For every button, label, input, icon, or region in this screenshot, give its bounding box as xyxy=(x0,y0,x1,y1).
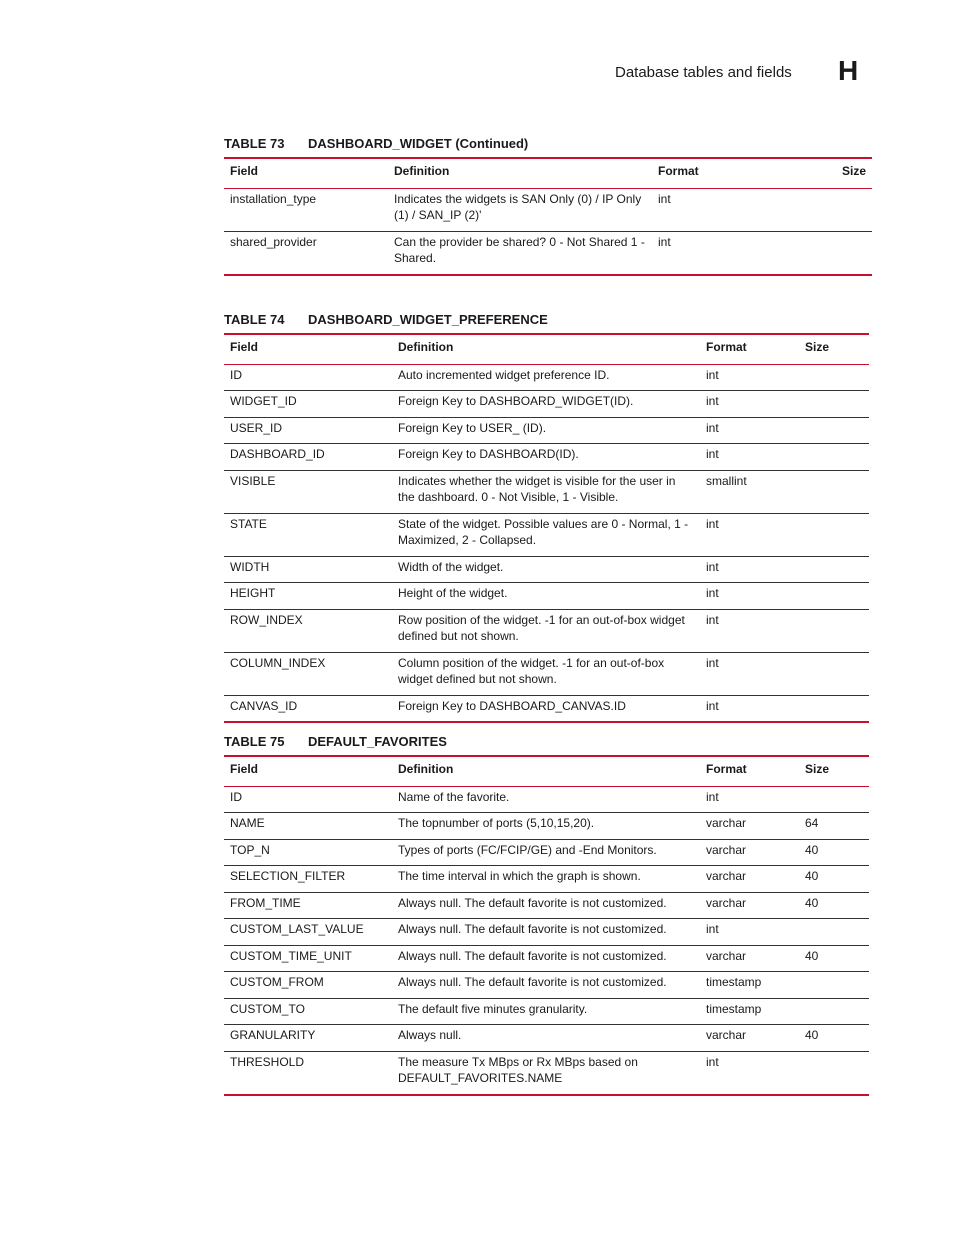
format-cell: int xyxy=(706,516,719,531)
size-cell: 40 xyxy=(805,948,819,963)
table-row xyxy=(224,364,869,391)
format-cell: int xyxy=(706,655,719,670)
table-row xyxy=(224,998,869,1025)
field-cell: ID xyxy=(230,367,242,382)
format-cell: smallint xyxy=(706,473,747,488)
definition-cell: Auto incremented widget preference ID. xyxy=(398,367,610,382)
format-cell: int xyxy=(706,420,719,435)
field-cell: DASHBOARD_ID xyxy=(230,447,325,461)
format-cell: int xyxy=(658,234,671,249)
table-header-row xyxy=(224,756,869,786)
definition-cell: Types of ports (FC/FCIP/GE) and -End Monitors. xyxy=(398,842,657,857)
definition-cell: Always null. The default favorite is not customized. xyxy=(398,975,667,989)
format-cell: timestamp xyxy=(706,975,762,989)
field-cell: STATE xyxy=(230,516,267,531)
column-header: Size xyxy=(805,340,830,354)
definition-cell: Can the provider be shared? 0 - Not Shared 1 - Shared. xyxy=(394,234,645,265)
format-cell: varchar xyxy=(706,948,747,963)
table-name: DEFAULT_FAVORITES xyxy=(308,734,447,749)
format-cell: timestamp xyxy=(706,1001,762,1016)
field-cell: VISIBLE xyxy=(230,473,276,488)
size-cell xyxy=(799,919,869,946)
format-cell: int xyxy=(706,559,719,574)
table-row xyxy=(224,892,869,919)
table-row xyxy=(224,609,869,652)
field-cell: CUSTOM_TO xyxy=(230,1001,305,1016)
table-header-row xyxy=(224,158,872,188)
format-cell: int xyxy=(706,367,719,382)
column-header: Format xyxy=(706,340,747,354)
field-cell: HEIGHT xyxy=(230,586,276,600)
table-row xyxy=(224,786,869,813)
definition-cell: Foreign Key to DASHBOARD_WIDGET(ID). xyxy=(398,394,634,408)
table-row xyxy=(224,1025,869,1052)
table-name: DASHBOARD_WIDGET (Continued) xyxy=(308,136,529,151)
column-header: Definition xyxy=(398,340,454,354)
field-cell: ID xyxy=(230,789,242,804)
column-header: Size xyxy=(841,164,866,178)
definition-cell: The measure Tx MBps or Rx MBps based on DEFAULT_FAVORITES.NAME xyxy=(398,1054,638,1085)
definition-cell: Name of the favorite. xyxy=(398,789,510,804)
field-cell: CUSTOM_TIME_UNIT xyxy=(230,948,352,963)
table-row xyxy=(224,945,869,972)
format-cell: varchar xyxy=(706,816,747,830)
field-cell: installation_type xyxy=(230,191,317,206)
size-cell xyxy=(799,583,869,610)
size-cell xyxy=(799,556,869,583)
table-row xyxy=(224,444,869,471)
table-row xyxy=(224,417,869,444)
field-cell: CUSTOM_LAST_VALUE xyxy=(230,922,364,936)
field-cell: ROW_INDEX xyxy=(230,612,303,627)
format-cell: int xyxy=(706,447,719,461)
table-row xyxy=(224,813,869,840)
size-cell xyxy=(799,470,869,513)
definition-cell: Always null. The default favorite is not customized. xyxy=(398,948,667,963)
table-number: TABLE 75 xyxy=(224,734,285,749)
size-cell xyxy=(799,609,869,652)
table-row xyxy=(224,513,869,556)
page-header-title: Database tables and fields xyxy=(615,64,792,81)
column-header: Definition xyxy=(398,762,454,776)
definition-cell: Row position of the widget. -1 for an out-of-box widget defined but not shown. xyxy=(398,612,685,643)
definition-cell: Always null. xyxy=(398,1028,462,1042)
field-cell: THRESHOLD xyxy=(230,1054,305,1069)
definition-cell: Foreign Key to DASHBOARD(ID). xyxy=(398,447,579,461)
size-cell xyxy=(814,188,872,231)
column-header: Field xyxy=(230,164,259,178)
definition-cell: The topnumber of ports (5,10,15,20). xyxy=(398,816,595,830)
size-cell xyxy=(814,231,872,275)
table-row xyxy=(224,866,869,893)
data-table xyxy=(224,157,872,276)
table-row xyxy=(224,188,872,231)
table-row xyxy=(224,231,872,275)
definition-cell: State of the widget. Possible values are 0 - Normal, 1 - Maximized, 2 - Collapsed. xyxy=(398,516,689,547)
size-cell xyxy=(799,417,869,444)
definition-cell: The time interval in which the graph is shown. xyxy=(398,869,641,883)
definition-cell: Always null. The default favorite is not customized. xyxy=(398,895,667,910)
table-row xyxy=(224,839,869,866)
format-cell: int xyxy=(706,394,719,408)
table-row xyxy=(224,1051,869,1095)
format-cell: int xyxy=(706,789,719,804)
data-table xyxy=(224,755,869,1096)
size-cell xyxy=(799,1051,869,1095)
format-cell: int xyxy=(658,191,671,206)
format-cell: int xyxy=(706,612,719,627)
table-row xyxy=(224,470,869,513)
data-table xyxy=(224,333,869,723)
size-cell xyxy=(799,364,869,391)
definition-cell: Foreign Key to USER_ (ID). xyxy=(398,420,547,435)
field-cell: shared_provider xyxy=(230,234,317,249)
table-row xyxy=(224,972,869,999)
definition-cell: Width of the widget. xyxy=(398,559,504,574)
definition-cell: Always null. The default favorite is not customized. xyxy=(398,922,667,936)
table-row xyxy=(224,652,869,695)
field-cell: GRANULARITY xyxy=(230,1028,316,1042)
size-cell xyxy=(799,391,869,418)
appendix-letter: H xyxy=(838,55,859,86)
table-header-row xyxy=(224,334,869,364)
column-header: Format xyxy=(706,762,747,776)
format-cell: varchar xyxy=(706,842,747,857)
table-caption xyxy=(224,312,548,327)
definition-cell: Column position of the widget. -1 for an out-of-box widget defined but not shown. xyxy=(398,655,665,686)
format-cell: varchar xyxy=(706,1028,747,1042)
column-header: Size xyxy=(805,762,830,776)
definition-cell: Indicates whether the widget is visible for the user in the dashboard. 0 - Not Visible, 1 - Visible. xyxy=(398,473,676,504)
size-cell: 40 xyxy=(805,1028,819,1042)
table-row xyxy=(224,919,869,946)
table-caption xyxy=(224,734,447,749)
table-row xyxy=(224,556,869,583)
field-cell: WIDTH xyxy=(230,559,270,574)
size-cell xyxy=(799,513,869,556)
format-cell: int xyxy=(706,922,719,936)
field-cell: SELECTION_FILTER xyxy=(230,869,346,883)
table-number: TABLE 73 xyxy=(224,136,285,151)
size-cell xyxy=(799,444,869,471)
column-header: Field xyxy=(230,340,259,354)
table-number: TABLE 74 xyxy=(224,312,285,327)
definition-cell: Indicates the widgets is SAN Only (0) / IP Only (1) / SAN_IP (2)' xyxy=(394,191,642,222)
format-cell: int xyxy=(706,698,719,713)
field-cell: CUSTOM_FROM xyxy=(230,975,324,989)
format-cell: int xyxy=(706,586,719,600)
size-cell: 40 xyxy=(805,869,819,883)
column-header: Definition xyxy=(394,164,450,178)
field-cell: NAME xyxy=(230,816,265,830)
size-cell xyxy=(799,652,869,695)
size-cell: 40 xyxy=(805,842,819,857)
field-cell: USER_ID xyxy=(230,420,283,435)
format-cell: varchar xyxy=(706,895,747,910)
size-cell xyxy=(799,972,869,999)
definition-cell: Foreign Key to DASHBOARD_CANVAS.ID xyxy=(398,698,626,713)
size-cell xyxy=(799,695,869,722)
size-cell xyxy=(799,786,869,813)
column-header: Field xyxy=(230,762,259,776)
field-cell: TOP_N xyxy=(230,842,270,857)
format-cell: int xyxy=(706,1054,719,1069)
table-name: DASHBOARD_WIDGET_PREFERENCE xyxy=(308,312,548,327)
table-row xyxy=(224,695,869,722)
table-row xyxy=(224,583,869,610)
definition-cell: The default five minutes granularity. xyxy=(398,1001,588,1016)
size-cell xyxy=(799,998,869,1025)
size-cell: 40 xyxy=(805,895,819,910)
table-caption xyxy=(224,136,528,151)
field-cell: CANVAS_ID xyxy=(230,698,298,713)
column-header: Format xyxy=(658,164,699,178)
format-cell: varchar xyxy=(706,869,747,883)
table-row xyxy=(224,391,869,418)
definition-cell: Height of the widget. xyxy=(398,586,508,600)
field-cell: FROM_TIME xyxy=(230,895,301,910)
size-cell: 64 xyxy=(805,816,819,830)
field-cell: WIDGET_ID xyxy=(230,394,297,408)
field-cell: COLUMN_INDEX xyxy=(230,655,326,670)
